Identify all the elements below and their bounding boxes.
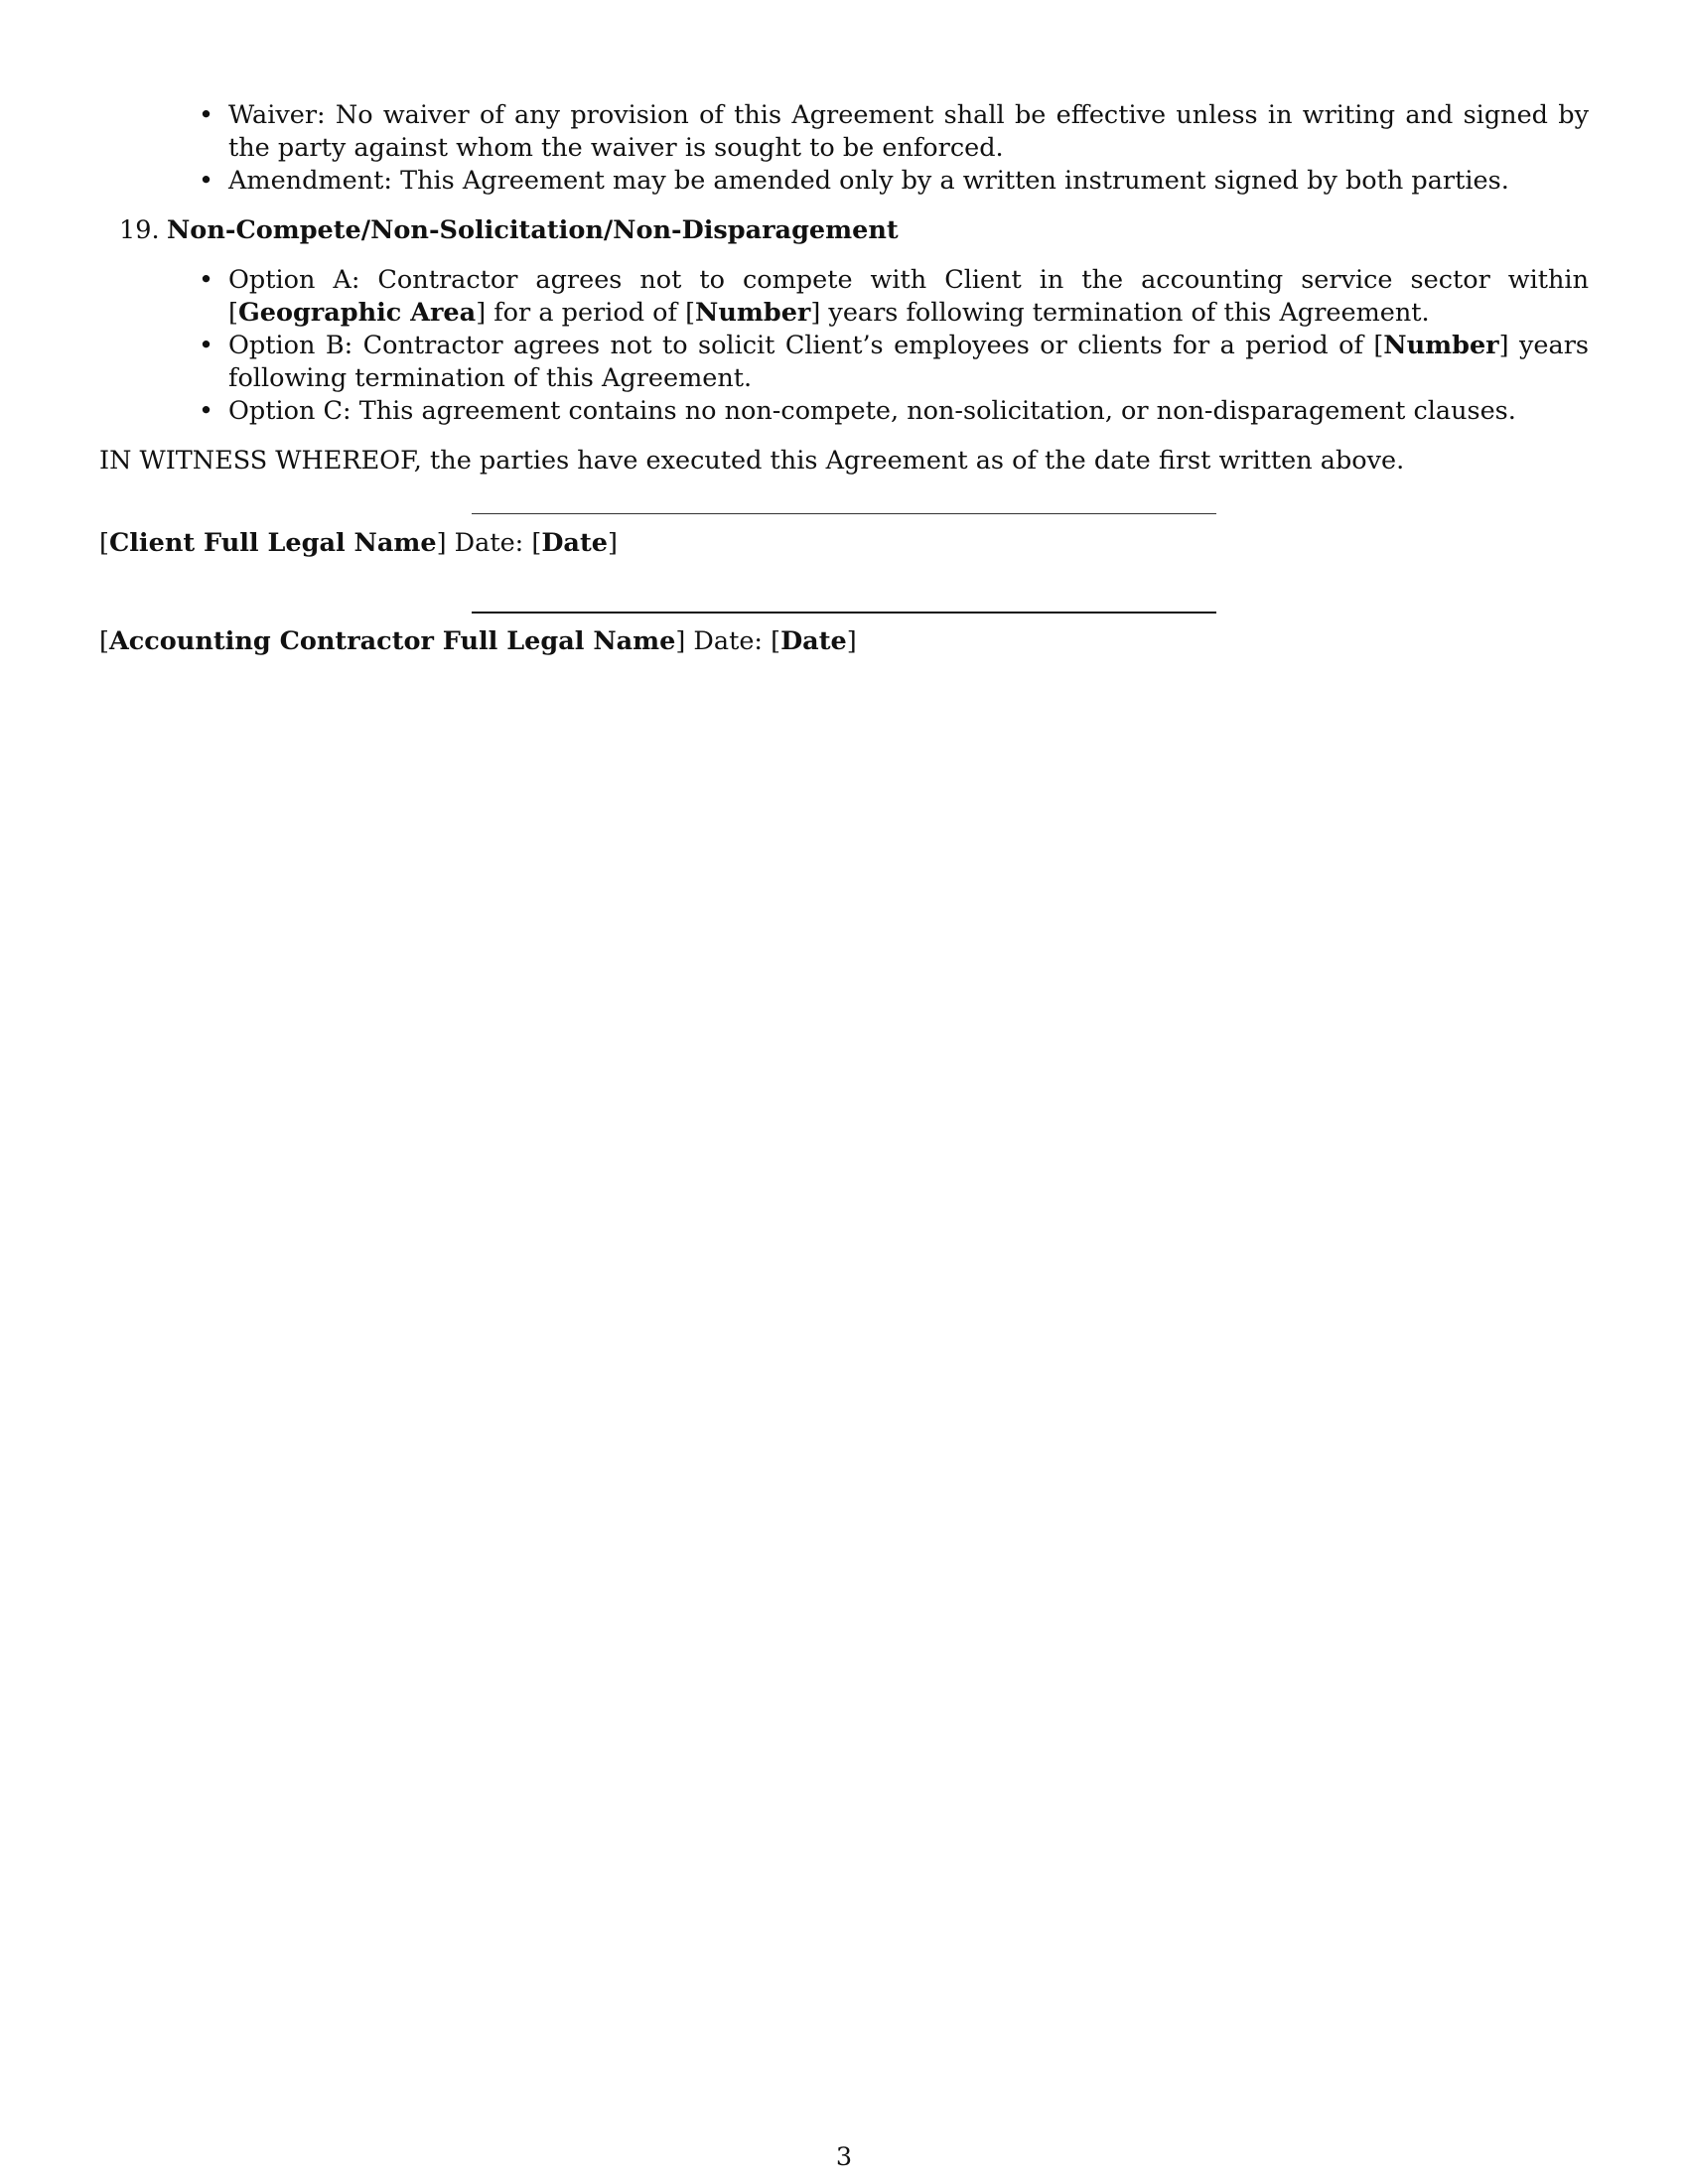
contractor-signature-line[interactable]	[472, 612, 1216, 614]
bracket-close: ]	[607, 528, 618, 558]
bracket-open: [	[99, 626, 109, 656]
bullet-amendment	[99, 165, 1589, 198]
bullet-icon: •	[199, 265, 214, 295]
client-date-label: Date:	[454, 528, 524, 558]
number-placeholder: Number	[695, 298, 811, 328]
section-title: Non-Compete/Non-Solicitation/Non-Disparagement	[167, 215, 899, 245]
miscellaneous-bullets	[99, 99, 1589, 198]
option-b-pre: Option B: Contractor agrees not to solicit Client’s employees or clients for a period of [	[228, 331, 1384, 360]
section-19-heading	[99, 214, 1589, 247]
contractor-name-placeholder: Accounting Contractor Full Legal Name	[108, 626, 676, 656]
option-c	[99, 395, 1589, 428]
option-b	[99, 330, 1589, 395]
bullet-icon: •	[199, 166, 214, 196]
client-date-placeholder: Date	[541, 528, 608, 558]
option-a-pre: Option A: Contractor agrees not to compete with Client in the accounting service sector within [	[228, 265, 1589, 328]
option-a-post: ] years following termination of this Agreement.	[810, 298, 1430, 328]
bracket-close: ]	[436, 528, 447, 558]
bracket-open: [	[771, 626, 781, 656]
contractor-signature-caption	[99, 625, 857, 658]
section-19-options	[99, 264, 1589, 428]
contractor-date-label: Date:	[693, 626, 763, 656]
bracket-open: [	[531, 528, 542, 558]
document-body	[99, 99, 1589, 656]
section-number: 19.	[119, 215, 160, 245]
page-number: 3	[835, 2142, 853, 2172]
bullet-icon: •	[199, 100, 214, 130]
bullet-waiver	[99, 99, 1589, 165]
number-placeholder: Number	[1383, 331, 1499, 360]
option-a	[99, 264, 1589, 330]
bracket-close: ]	[675, 626, 686, 656]
bracket-open: [	[99, 528, 109, 558]
amendment-text: Amendment: This Agreement may be amended only by a written instrument signed by both parties.	[228, 166, 1509, 196]
waiver-text: Waiver: No waiver of any provision of this Agreement shall be effective unless in writing and signed by the party against whom the waiver is sought to be enforced.	[228, 100, 1589, 163]
bracket-close: ]	[846, 626, 857, 656]
option-b-post: ] years following termination of this Agreement.	[228, 331, 1589, 393]
client-signature-caption	[99, 527, 618, 560]
witness-clause: IN WITNESS WHEREOF, the parties have executed this Agreement as of the date first written above.	[99, 446, 1405, 476]
contractor-date-placeholder: Date	[780, 626, 847, 656]
bullet-icon: •	[199, 396, 214, 426]
option-c-text: Option C: This agreement contains no non-compete, non-solicitation, or non-disparagement clauses.	[228, 396, 1516, 426]
client-signature-line[interactable]	[472, 513, 1216, 514]
bullet-icon: •	[199, 331, 214, 360]
client-name-placeholder: Client Full Legal Name	[108, 528, 437, 558]
option-a-mid: ] for a period of [	[476, 298, 696, 328]
geographic-area-placeholder: Geographic Area	[237, 298, 477, 328]
